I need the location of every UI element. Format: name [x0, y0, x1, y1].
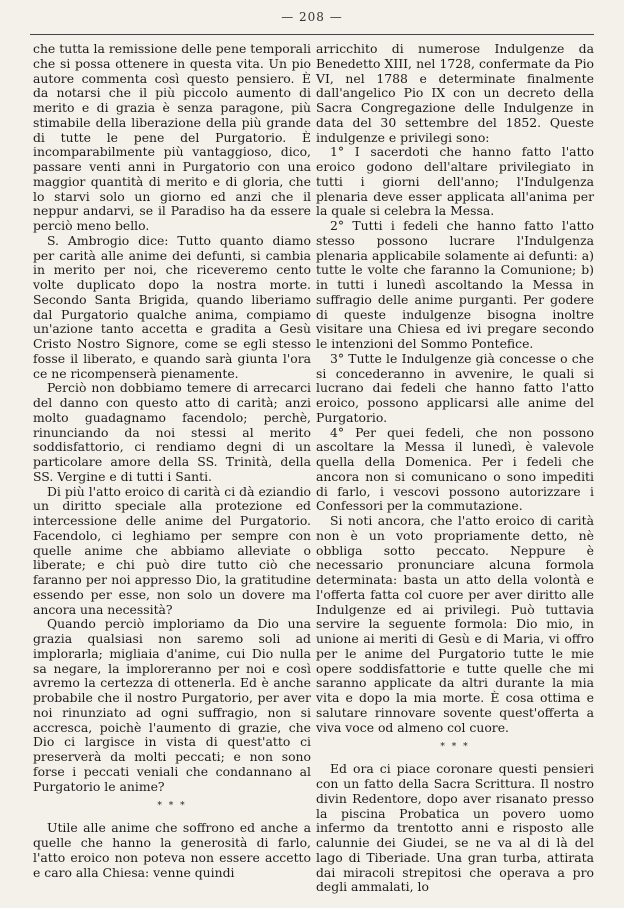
paragraph: Di più l'atto eroico di carità ci dà eziandio un diritto speciale alla protezione ed intercessione delle anime del Purgatorio. Facendolo, ci leghiamo per sempre con quelle anime che abbiamo alleviate o liberate; e chi può dire tutto ciò che faranno per noi appresso Dio, la gratitudine essendo per esse, non solo un dovere ma ancora una necessità? — [33, 483, 311, 617]
paragraph: Ed ora ci piace coronare questi pensieri con un fatto della Sacra Scrittura. Il nostro divin Redentore, dopo aver risanato presso la piscina Probatica un povero uomo infermo da trentotto anni e risposto alle calunnie dei Giudei, se ne va al di là del lago di Tiberiade. Una gran turba, attirata dai miracoli strepitosi che operava a pro degli ammalati, lo — [316, 761, 594, 895]
section-separator: * * * — [440, 742, 470, 753]
paragraph: che tutta la remissione delle pene temporali che si possa ottenere in questa vita. Un pio autore commenta così questo pensiero. È da notarsi che il più piccolo aumento di merito e di grazia è senza paragone, più stimabile della liberazione della più grande di tutte le pene del Purgatorio. È incomparabilmente più vantaggioso, dico, passare venti anni in Purgatorio con una maggior quantità di merito e di gloria, che lo starvi solo un giorno ed anzi che il neppur andarvi, se il Paradiso ha da essere perciò meno bello. — [33, 41, 311, 233]
paragraph: 1° I sacerdoti che hanno fatto l'atto eroico godono dell'altare privilegiato in tutti i giorni dell'anno; l'Indulgenza plenaria deve esser applicata all'anima per la quale si celebra la Messa. — [316, 144, 594, 219]
paragraph: Perciò non dobbiamo temere di arrecarci del danno con questo atto di carità; anzi molto guadagnamo facendolo; perchè, rinunciando da noi stessi al merito soddisfattorio, ci rendiamo degni di un particolare amore della SS. Trinità, della SS. Vergine e di tutti i Santi. — [33, 380, 311, 484]
paragraph: 4° Per quei fedeli, che non possono ascoltare la Messa il lunedì, è valevole quella della Domenica. Per i fedeli che ancora non si comunicano o sono impediti di farlo, i vescovi possono autorizzare i Confessori per la commutazione. — [316, 424, 594, 514]
section-separator: * * * — [157, 801, 187, 812]
page-number-header: — 208 — — [281, 10, 343, 24]
paragraph: 3° Tutte le Indulgenze già concesse o che si concederanno in avvenire, le quali si lucrano dai fedeli che hanno fatto l'atto eroico, possono applicarsi alle anime del Purgatorio. — [316, 350, 594, 425]
left-column — [33, 42, 311, 880]
paragraph: arricchito di numerose Indulgenze da Benedetto XIII, nel 1728, confermate da Pio VI, nel 1788 e determinate finalmente dall'angelico Pio IX con un decreto della Sacra Congregazione delle Indulgenze in data del 30 settembre del 1852. Queste indulgenze e privilegi sono: — [316, 41, 594, 145]
paragraph: S. Ambrogio dice: Tutto quanto diamo per carità alle anime dei defunti, si cambia in merito per noi, che riceveremo cento volte duplicato dopo la nostra morte. Secondo Santa Brigida, quando liberiamo dal Purgatorio qualche anima, compiamo un'azione tanto accetta e gradita a Gesù Cristo Nostro Signore, come se egli stesso fosse il liberato, e quando sarà giunta l'ora ce ne ricompenserà pienamente. — [33, 232, 311, 381]
paragraph: Si noti ancora, che l'atto eroico di carità non è un voto propriamente detto, nè obbliga sotto peccato. Neppure è necessario pronunciare alcuna formola determinata: basta un atto della volontà e l'offerta fatta col cuore per aver diritto alle Indulgenze ed ai privilegi. Può tuttavia servire la seguente formola: Dio mio, in unione ai meriti di Gesù e di Maria, vi offro per le anime del Purgatorio tutte le mie opere soddisfattorie e tutte quelle che mi saranno applicate da altri durante la mia vita e dopo la mia morte. È cosa ottima e salutare rinnovare sovente quest'offerta a viva voce od almeno col cuore. — [316, 513, 594, 735]
paragraph: Quando perciò imploriamo da Dio una grazia qualsiasi non saremo soli ad implorarla; migliaia d'anime, cui Dio nulla sa negare, la imploreranno per noi e così avremo la certezza di ottenerla. Ed è anche probabile che il nostro Purgatorio, per aver noi rinunziato ad ogni suffragio, non si accresca, poichè l'aumento di grazie, che Dio ci largisce in vista di quest'atto ci preserverà da molti peccati; e non sono forse i peccati veniali che condannano al Purgatorio le anime? — [33, 616, 311, 794]
paragraph: Utile alle anime che soffrono ed anche a quelle che hanno la generosità di farlo, l'atto eroico non poteva non essere accetto e caro alla Chiesa: venne quindi — [33, 820, 311, 880]
header-rule — [30, 34, 594, 35]
right-column — [316, 42, 594, 895]
paragraph: 2° Tutti i fedeli che hanno fatto l'atto stesso possono lucrare l'Indulgenza plenaria applicabile solamente ai defunti: a) tutte le volte che faranno la Comunione; b) in tutti i lunedì ascoltando la Messa in suffragio delle anime purganti. Per godere di queste indulgenze bisogna inoltre visitare una Chiesa ed ivi pregare secondo le intenzioni del Sommo Pontefice. — [316, 218, 594, 351]
